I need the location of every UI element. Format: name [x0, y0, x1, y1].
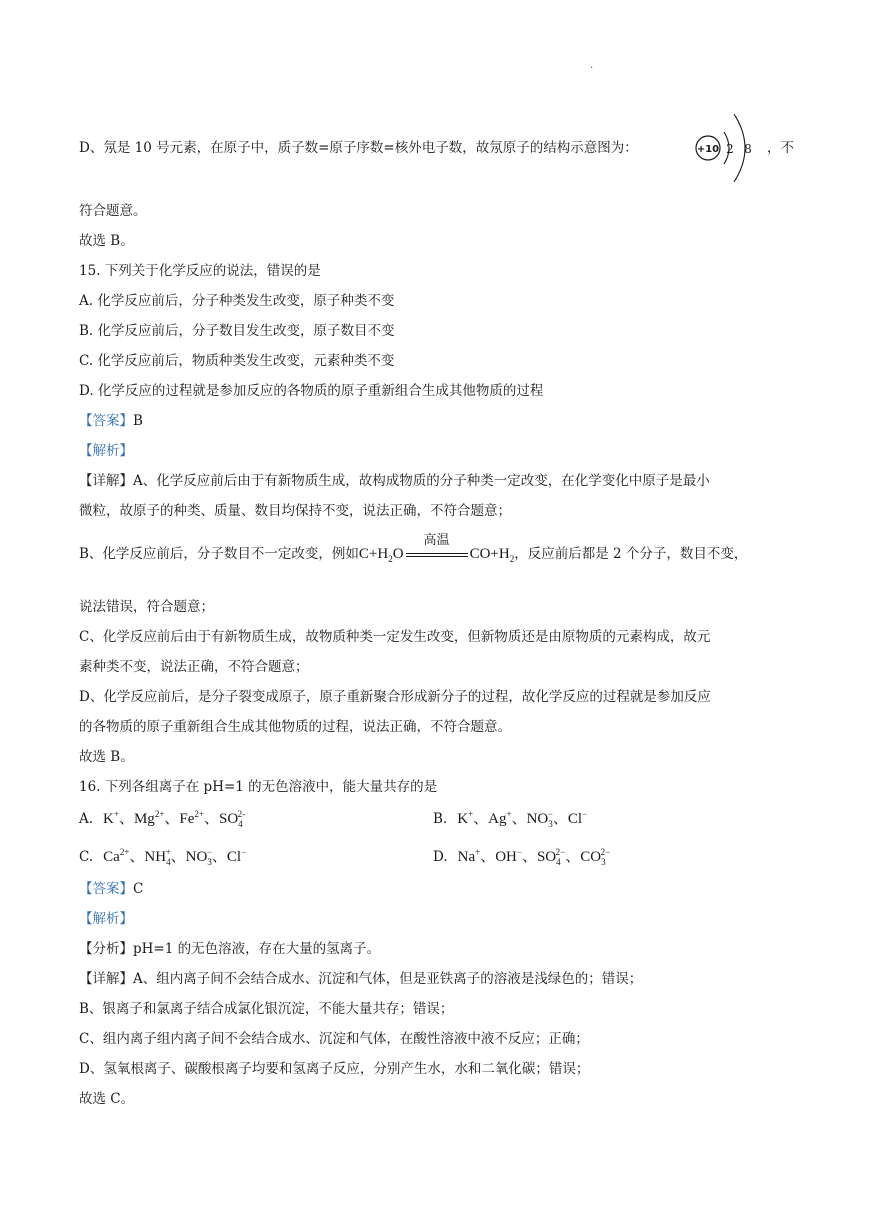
q16-analysis: 【分析】pH=1 的无色溶液，存在大量的氢离子。: [79, 941, 381, 957]
q15-option-b: B. 化学反应前后，分子数目发生改变，原子数目不变: [79, 323, 395, 339]
q16-option-a: A. K+、$Mg^{2+}$、$Fe^{2+}$、$SO_4^{2-}$: [79, 809, 246, 829]
q15-detail-tag: 【详解】: [79, 473, 133, 489]
q16-analysis-sub-tag: 【分析】: [79, 941, 133, 957]
q15-conclusion: 故选 B。: [79, 749, 134, 765]
q14-option-d-line1: D、氖是 10 号元素，在原子中，质子数=原子序数=核外电子数，故氖原子的结构示意图为：: [79, 140, 638, 156]
q14-option-d-line1-suffix: ，不: [767, 140, 794, 156]
q15-detail-d-line2: 的各物质的原子重新组合生成其他物质的过程，说法正确，不符合题意。: [79, 719, 511, 735]
reaction-condition: 高温: [423, 532, 450, 548]
q15-detail-d-line1: D、化学反应前后，是分子裂变成原子，原子重新聚合形成新分子的过程，故化学反应的过程就是参加反应: [79, 689, 711, 705]
q15-option-c: C. 化学反应前后，物质种类发生改变，元素种类不变: [79, 353, 395, 369]
q16-option-d: D. Na+、OH−、$SO_4^{2-}$、$CO_3^{2-}$: [433, 847, 611, 867]
q16-analysis-tag: 【解析】: [79, 911, 133, 927]
shell-2-electrons: 8: [744, 142, 752, 156]
chemical-equation: $C+H_2O$ 高温 $CO+H_2$: [358, 532, 515, 564]
q16-option-c: C. $Ca^{2+}$、$NH_4^+$、$NO_3^-$、Cl−: [79, 847, 247, 867]
q15-answer: [79, 412, 143, 430]
q16-detail-tag: 【详解】: [79, 971, 133, 987]
q15-detail-c-line1: C、化学反应前后由于有新物质生成，故物质种类一定发生改变，但新物质还是由原物质的元素构成，故元: [79, 629, 711, 645]
q15-answer-value: B: [133, 413, 143, 429]
q16-option-b-ions: K+、Ag+、$NO_3^-$、Cl−: [457, 809, 588, 829]
neon-atom-structure-diagram: [694, 110, 764, 186]
equation-arrow: [404, 532, 470, 562]
header-dot: .: [590, 60, 594, 71]
q15-detail-b-line2: 说法错误，符合题意；: [79, 599, 214, 615]
q16-stem: 16. 下列各组离子在 pH=1 的无色溶液中，能大量共存的是: [79, 779, 438, 795]
q15-detail-a-line2: 微粒，故原子的种类、质量、数目均保持不变，说法正确，不符合题意；: [79, 503, 511, 519]
q16-option-d-ions: Na+、OH−、$SO_4^{2-}$、$CO_3^{2-}$: [457, 847, 611, 867]
q15-detail-c-line2: 素种类不变，说法正确，不符合题意；: [79, 659, 309, 675]
q16-conclusion: 故选 C。: [79, 1091, 135, 1107]
shell-1-electrons: 2: [726, 142, 734, 156]
q16-option-a-ions: K+、$Mg^{2+}$、$Fe^{2+}$、$SO_4^{2-}$: [103, 809, 246, 829]
q16-option-c-ions: $Ca^{2+}$、$NH_4^+$、$NO_3^-$、Cl−: [103, 847, 247, 867]
q15-answer-tag: 【答案】: [79, 413, 133, 429]
q15-detail-b-line1: B、化学反应前后，分子数目不一定改变，例如$C+H_2O$ 高温 $CO+H_2$，反应前后都是 2 个分子，数目不变，: [79, 532, 748, 564]
q16-detail-c: C、组内离子组内离子间不会结合成水、沉淀和气体，在酸性溶液中液不反应；正确；: [79, 1031, 589, 1047]
q16-detail-d: D、氢氧根离子、碳酸根离子均要和氢离子反应，分别产生水，水和二氧化碳；错误；: [79, 1061, 590, 1077]
q16-answer-value: C: [133, 881, 144, 897]
q15-analysis-tag: 【解析】: [79, 443, 133, 459]
q16-detail-a: 【详解】A、组内离子间不会结合成水、沉淀和气体，但是亚铁离子的溶液是浅绿色的；错误；: [79, 971, 643, 987]
q14-conclusion: 故选 B。: [79, 233, 134, 249]
q15-detail-a-line1: 【详解】A、化学反应前后由于有新物质生成，故构成物质的分子种类一定改变，在化学变化中原子是最小: [79, 473, 710, 489]
q15-stem: 15. 下列关于化学反应的说法，错误的是: [79, 263, 321, 279]
q15-option-a: A. 化学反应前后，分子种类发生改变，原子种类不变: [79, 293, 395, 309]
q15-option-d: D. 化学反应的过程就是参加反应的各物质的原子重新组合生成其他物质的过程: [79, 383, 544, 399]
q14-option-d-line2: 符合题意。: [79, 203, 147, 219]
q16-option-b: B. K+、Ag+、$NO_3^-$、Cl−: [433, 809, 588, 829]
q16-answer: [79, 880, 143, 898]
q16-detail-b: B、银离子和氯离子结合成氯化银沉淀，不能大量共存；错误；: [79, 1001, 454, 1017]
q16-answer-tag: 【答案】: [79, 881, 133, 897]
nucleus-charge: +10: [696, 144, 720, 155]
